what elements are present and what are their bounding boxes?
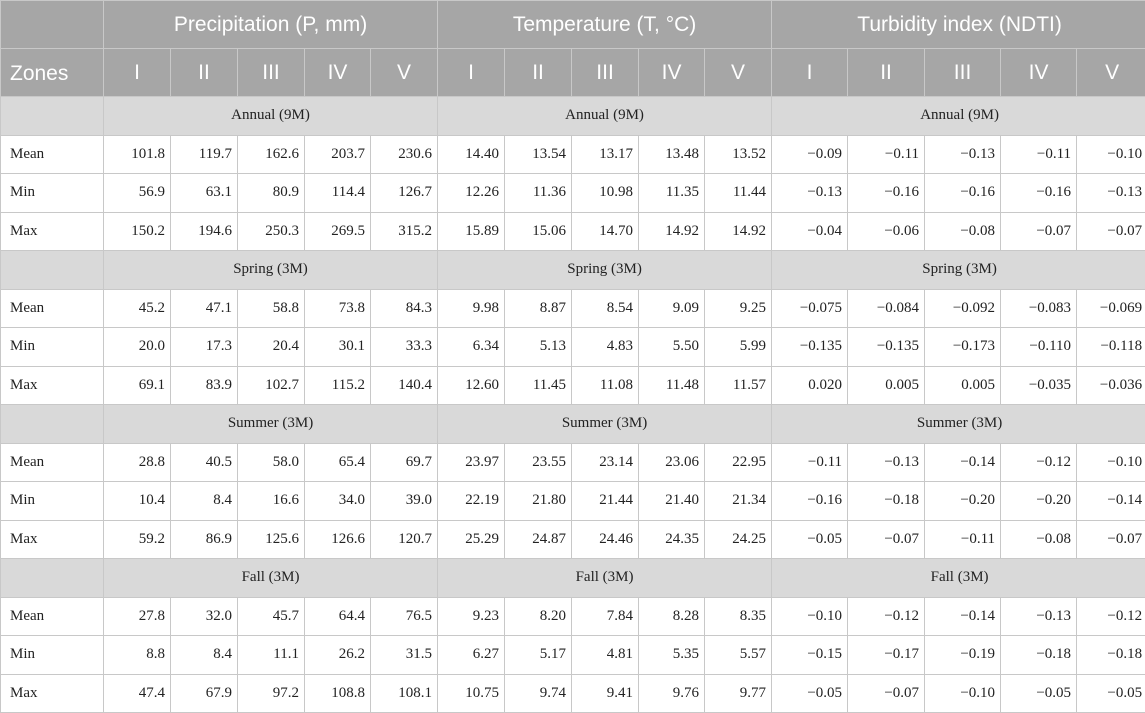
section-label: Spring (3M) — [104, 251, 438, 290]
table-cell: 120.7 — [371, 520, 438, 559]
table-cell: 15.89 — [438, 212, 505, 251]
zone-column-header: V — [1077, 49, 1145, 97]
table-cell: 10.75 — [438, 674, 505, 713]
table-cell: −0.19 — [925, 636, 1001, 675]
section-blank-cell — [1, 405, 104, 444]
zone-column-header: III — [572, 49, 639, 97]
zone-column-header: I — [104, 49, 171, 97]
table-cell: −0.08 — [925, 212, 1001, 251]
table-cell: 15.06 — [505, 212, 572, 251]
table-cell: −0.135 — [848, 328, 925, 367]
table-cell: −0.11 — [772, 443, 848, 482]
table-cell: −0.069 — [1077, 289, 1145, 328]
row-label: Mean — [1, 443, 104, 482]
table-cell: 47.1 — [171, 289, 238, 328]
row-label: Mean — [1, 289, 104, 328]
table-row — [1, 366, 1145, 405]
table-cell: −0.12 — [1001, 443, 1077, 482]
table-cell: 9.23 — [438, 597, 505, 636]
table-cell: −0.20 — [925, 482, 1001, 521]
zone-column-header: III — [925, 49, 1001, 97]
row-label: Min — [1, 174, 104, 213]
table-cell: −0.11 — [925, 520, 1001, 559]
table-cell: 20.0 — [104, 328, 171, 367]
table-cell: −0.13 — [772, 174, 848, 213]
table-cell: 11.44 — [705, 174, 772, 213]
table-cell: 13.48 — [639, 135, 705, 174]
table-cell: −0.10 — [1077, 135, 1145, 174]
zone-column-header: I — [772, 49, 848, 97]
table-cell: −0.10 — [772, 597, 848, 636]
table-cell: −0.07 — [848, 520, 925, 559]
table-cell: 8.87 — [505, 289, 572, 328]
table-cell: −0.10 — [925, 674, 1001, 713]
table-cell: 45.7 — [238, 597, 305, 636]
table-cell: −0.11 — [1001, 135, 1077, 174]
table-cell: 108.8 — [305, 674, 371, 713]
table-cell: 14.92 — [639, 212, 705, 251]
table-cell: −0.20 — [1001, 482, 1077, 521]
table-cell: 126.6 — [305, 520, 371, 559]
table-cell: −0.05 — [1001, 674, 1077, 713]
table-cell: 58.8 — [238, 289, 305, 328]
table-cell: 31.5 — [371, 636, 438, 675]
table-cell: 21.40 — [639, 482, 705, 521]
section-label: Fall (3M) — [104, 559, 438, 598]
table-cell: 32.0 — [171, 597, 238, 636]
table-cell: 21.44 — [572, 482, 639, 521]
zone-column-header: II — [171, 49, 238, 97]
table-cell: 84.3 — [371, 289, 438, 328]
table-cell: 25.29 — [438, 520, 505, 559]
table-cell: 4.83 — [572, 328, 639, 367]
table-row — [1, 443, 1145, 482]
row-label: Max — [1, 366, 104, 405]
section-blank-cell — [1, 251, 104, 290]
table-cell: −0.110 — [1001, 328, 1077, 367]
table-cell: 11.08 — [572, 366, 639, 405]
table-cell: 40.5 — [171, 443, 238, 482]
table-cell: 64.4 — [305, 597, 371, 636]
table-cell: 126.7 — [371, 174, 438, 213]
table-cell: −0.135 — [772, 328, 848, 367]
table-cell: −0.083 — [1001, 289, 1077, 328]
table-cell: 8.35 — [705, 597, 772, 636]
table-cell: 101.8 — [104, 135, 171, 174]
column-group-header: Turbidity index (NDTI) — [772, 1, 1145, 49]
table-cell: −0.036 — [1077, 366, 1145, 405]
table-cell: 114.4 — [305, 174, 371, 213]
table-cell: 108.1 — [371, 674, 438, 713]
table-cell: 9.25 — [705, 289, 772, 328]
table-cell: −0.07 — [1077, 520, 1145, 559]
table-cell: 5.50 — [639, 328, 705, 367]
table-cell: 9.09 — [639, 289, 705, 328]
table-cell: 9.98 — [438, 289, 505, 328]
header-row-zones — [1, 49, 1145, 97]
zone-column-header: IV — [1001, 49, 1077, 97]
table-cell: 86.9 — [171, 520, 238, 559]
table-cell: 315.2 — [371, 212, 438, 251]
table-row — [1, 212, 1145, 251]
table-cell: −0.075 — [772, 289, 848, 328]
row-label: Mean — [1, 135, 104, 174]
table-body — [1, 97, 1145, 713]
table-cell: 97.2 — [238, 674, 305, 713]
table-cell: −0.04 — [772, 212, 848, 251]
table-cell: 102.7 — [238, 366, 305, 405]
table-cell: 76.5 — [371, 597, 438, 636]
table-cell: 39.0 — [371, 482, 438, 521]
table-cell: 10.98 — [572, 174, 639, 213]
zone-column-header: II — [848, 49, 925, 97]
table-header — [1, 1, 1145, 97]
table-cell: −0.07 — [1001, 212, 1077, 251]
zone-column-header: I — [438, 49, 505, 97]
zone-column-header: V — [371, 49, 438, 97]
table-cell: 30.1 — [305, 328, 371, 367]
section-blank-cell — [1, 97, 104, 136]
table-cell: −0.06 — [848, 212, 925, 251]
table-cell: 22.95 — [705, 443, 772, 482]
table-cell: 9.76 — [639, 674, 705, 713]
table-cell: 115.2 — [305, 366, 371, 405]
table-cell: 21.80 — [505, 482, 572, 521]
table-cell: −0.13 — [1001, 597, 1077, 636]
table-cell: 8.4 — [171, 636, 238, 675]
row-label: Min — [1, 636, 104, 675]
table-cell: −0.16 — [1001, 174, 1077, 213]
table-cell: 8.4 — [171, 482, 238, 521]
section-label: Spring (3M) — [772, 251, 1145, 290]
table-cell: 8.8 — [104, 636, 171, 675]
table-cell: −0.07 — [1077, 212, 1145, 251]
table-cell: 24.35 — [639, 520, 705, 559]
table-cell: 6.27 — [438, 636, 505, 675]
column-group-header: Precipitation (P, mm) — [104, 1, 438, 49]
table-cell: 5.35 — [639, 636, 705, 675]
table-cell: 56.9 — [104, 174, 171, 213]
table-cell: 27.8 — [104, 597, 171, 636]
table-cell: 47.4 — [104, 674, 171, 713]
table-cell: 8.28 — [639, 597, 705, 636]
table-cell: 13.52 — [705, 135, 772, 174]
table-row — [1, 135, 1145, 174]
table-cell: 5.57 — [705, 636, 772, 675]
table-cell: 12.26 — [438, 174, 505, 213]
table-cell: 58.0 — [238, 443, 305, 482]
table-row — [1, 174, 1145, 213]
table-cell: 13.17 — [572, 135, 639, 174]
table-cell: 0.005 — [925, 366, 1001, 405]
section-row — [1, 251, 1145, 290]
section-label: Annual (9M) — [772, 97, 1145, 136]
zone-column-header: III — [238, 49, 305, 97]
table-cell: −0.17 — [848, 636, 925, 675]
table-cell: −0.18 — [848, 482, 925, 521]
table-cell: 10.4 — [104, 482, 171, 521]
table-cell: −0.092 — [925, 289, 1001, 328]
table-cell: −0.16 — [772, 482, 848, 521]
section-label: Summer (3M) — [104, 405, 438, 444]
table-cell: 5.99 — [705, 328, 772, 367]
table-cell: 14.92 — [705, 212, 772, 251]
table-cell: 22.19 — [438, 482, 505, 521]
table-cell: 14.40 — [438, 135, 505, 174]
section-label: Spring (3M) — [438, 251, 772, 290]
table-cell: 9.74 — [505, 674, 572, 713]
table-cell: 23.06 — [639, 443, 705, 482]
table-cell: 11.57 — [705, 366, 772, 405]
section-row — [1, 405, 1145, 444]
table-cell: 11.36 — [505, 174, 572, 213]
table-cell: 140.4 — [371, 366, 438, 405]
table-cell: 23.55 — [505, 443, 572, 482]
table-cell: −0.12 — [1077, 597, 1145, 636]
table-cell: 11.48 — [639, 366, 705, 405]
row-label: Max — [1, 520, 104, 559]
table-cell: 28.8 — [104, 443, 171, 482]
table-cell: −0.18 — [1001, 636, 1077, 675]
table-cell: −0.09 — [772, 135, 848, 174]
table-cell: 83.9 — [171, 366, 238, 405]
row-label: Mean — [1, 597, 104, 636]
table-cell: 125.6 — [238, 520, 305, 559]
section-label: Fall (3M) — [772, 559, 1145, 598]
table-cell: 80.9 — [238, 174, 305, 213]
table-cell: −0.05 — [772, 520, 848, 559]
table-cell: 11.35 — [639, 174, 705, 213]
table-cell: −0.13 — [925, 135, 1001, 174]
table-cell: 4.81 — [572, 636, 639, 675]
table-cell: −0.12 — [848, 597, 925, 636]
table-cell: 203.7 — [305, 135, 371, 174]
zones-header: Zones — [1, 49, 104, 97]
table-cell: −0.10 — [1077, 443, 1145, 482]
table-cell: −0.13 — [1077, 174, 1145, 213]
table-cell: 0.005 — [848, 366, 925, 405]
table-cell: 33.3 — [371, 328, 438, 367]
table-cell: 24.46 — [572, 520, 639, 559]
table-cell: 73.8 — [305, 289, 371, 328]
table-cell: 69.1 — [104, 366, 171, 405]
zone-column-header: IV — [305, 49, 371, 97]
table-cell: 194.6 — [171, 212, 238, 251]
table-cell: 9.41 — [572, 674, 639, 713]
zone-column-header: V — [705, 49, 772, 97]
table-cell: 13.54 — [505, 135, 572, 174]
row-label: Min — [1, 328, 104, 367]
table-cell: 65.4 — [305, 443, 371, 482]
section-row — [1, 559, 1145, 598]
table-cell: −0.14 — [925, 597, 1001, 636]
table-cell: 45.2 — [104, 289, 171, 328]
table-cell: 17.3 — [171, 328, 238, 367]
table-row — [1, 636, 1145, 675]
table-cell: −0.118 — [1077, 328, 1145, 367]
table-cell: 8.20 — [505, 597, 572, 636]
table-cell: 250.3 — [238, 212, 305, 251]
section-label: Summer (3M) — [772, 405, 1145, 444]
section-label: Fall (3M) — [438, 559, 772, 598]
table-cell: 150.2 — [104, 212, 171, 251]
table-cell: 6.34 — [438, 328, 505, 367]
table-row — [1, 674, 1145, 713]
zone-column-header: IV — [639, 49, 705, 97]
table-cell: −0.14 — [925, 443, 1001, 482]
table-cell: 59.2 — [104, 520, 171, 559]
table-cell: 21.34 — [705, 482, 772, 521]
table-cell: 34.0 — [305, 482, 371, 521]
table-cell: 5.17 — [505, 636, 572, 675]
section-row — [1, 97, 1145, 136]
header-row-groups — [1, 1, 1145, 49]
table-cell: 0.020 — [772, 366, 848, 405]
table-cell: 230.6 — [371, 135, 438, 174]
table-cell: −0.11 — [848, 135, 925, 174]
table-cell: −0.16 — [848, 174, 925, 213]
table-cell: −0.05 — [1077, 674, 1145, 713]
table-row — [1, 597, 1145, 636]
row-label: Max — [1, 674, 104, 713]
table-cell: 20.4 — [238, 328, 305, 367]
table-cell: −0.15 — [772, 636, 848, 675]
header-corner-cell — [1, 1, 104, 49]
section-label: Annual (9M) — [438, 97, 772, 136]
table-cell: −0.173 — [925, 328, 1001, 367]
table-cell: 23.14 — [572, 443, 639, 482]
table-row — [1, 482, 1145, 521]
table-cell: 8.54 — [572, 289, 639, 328]
table-cell: 63.1 — [171, 174, 238, 213]
table-cell: −0.084 — [848, 289, 925, 328]
table-cell: 24.25 — [705, 520, 772, 559]
table-row — [1, 328, 1145, 367]
table-row — [1, 520, 1145, 559]
column-group-header: Temperature (T, °C) — [438, 1, 772, 49]
table-cell: −0.14 — [1077, 482, 1145, 521]
table-cell: 69.7 — [371, 443, 438, 482]
table-cell: 5.13 — [505, 328, 572, 367]
row-label: Min — [1, 482, 104, 521]
section-blank-cell — [1, 559, 104, 598]
table-cell: 162.6 — [238, 135, 305, 174]
table-row — [1, 289, 1145, 328]
table-cell: 14.70 — [572, 212, 639, 251]
table-cell: 7.84 — [572, 597, 639, 636]
table-cell: 23.97 — [438, 443, 505, 482]
table-cell: 11.1 — [238, 636, 305, 675]
table-cell: 11.45 — [505, 366, 572, 405]
section-label: Summer (3M) — [438, 405, 772, 444]
table-cell: −0.035 — [1001, 366, 1077, 405]
table-cell: 12.60 — [438, 366, 505, 405]
table-cell: 9.77 — [705, 674, 772, 713]
table-cell: −0.08 — [1001, 520, 1077, 559]
row-label: Max — [1, 212, 104, 251]
table-cell: −0.18 — [1077, 636, 1145, 675]
zone-column-header: II — [505, 49, 572, 97]
table-cell: −0.16 — [925, 174, 1001, 213]
table-cell: 269.5 — [305, 212, 371, 251]
table-cell: 119.7 — [171, 135, 238, 174]
table-cell: 67.9 — [171, 674, 238, 713]
table-cell: 26.2 — [305, 636, 371, 675]
table-cell: 16.6 — [238, 482, 305, 521]
table-cell: −0.13 — [848, 443, 925, 482]
table-cell: −0.07 — [848, 674, 925, 713]
table-cell: −0.05 — [772, 674, 848, 713]
table-cell: 24.87 — [505, 520, 572, 559]
section-label: Annual (9M) — [104, 97, 438, 136]
